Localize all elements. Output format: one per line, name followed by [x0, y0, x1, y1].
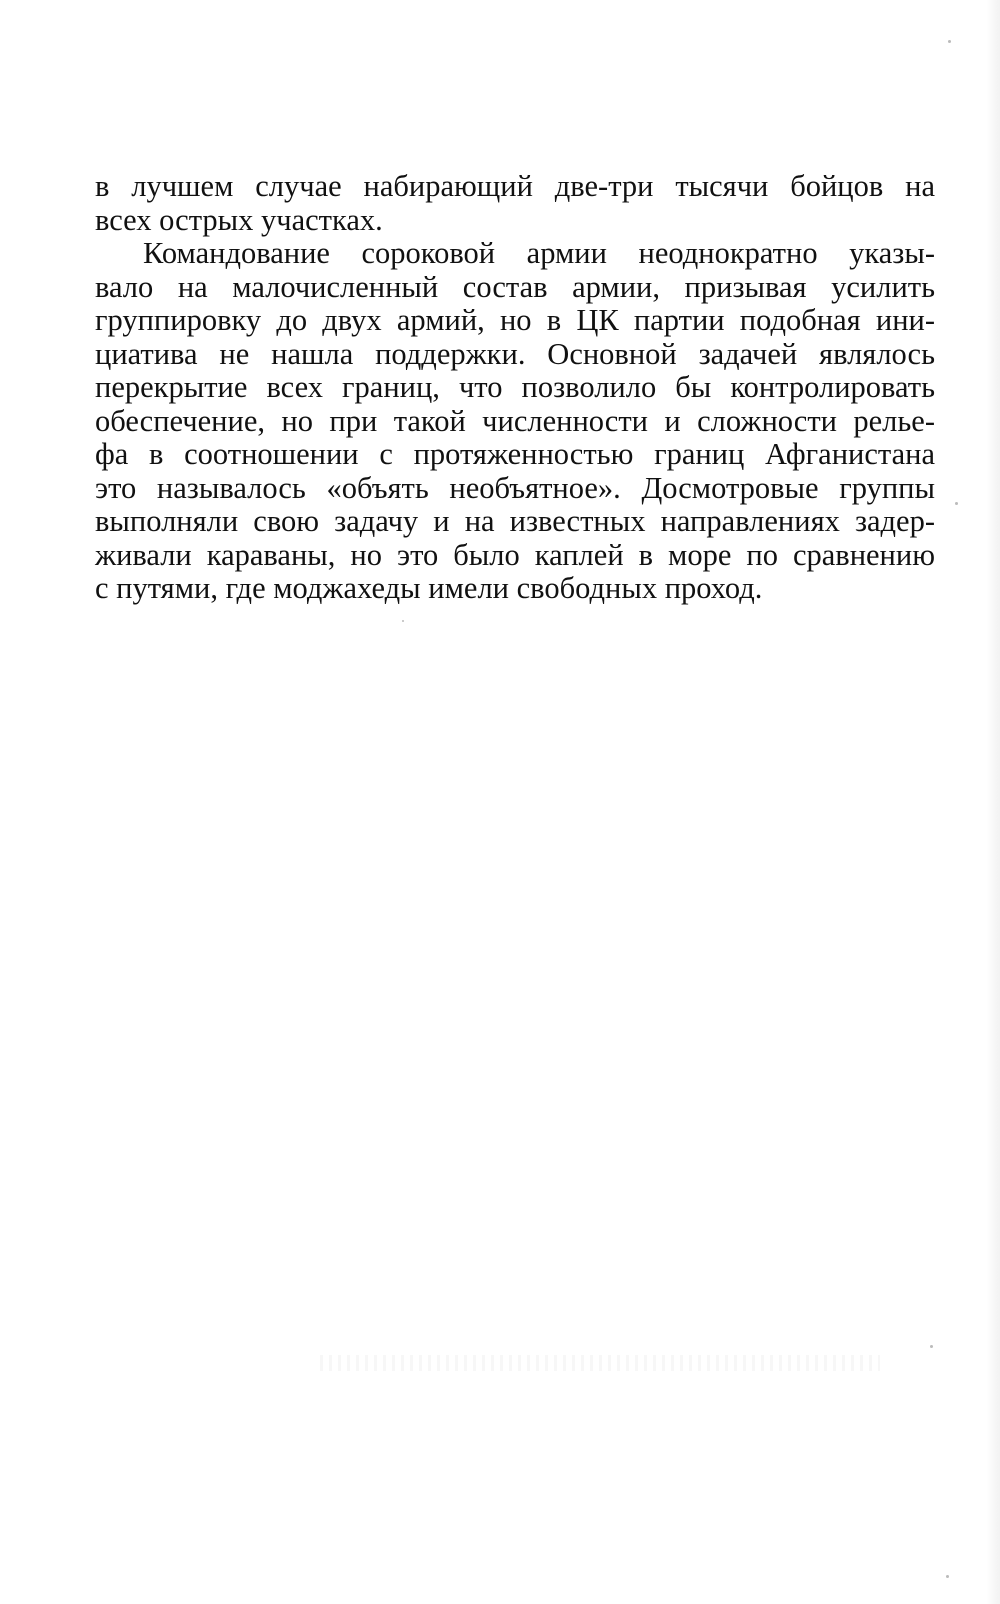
- text-line: с путями, где моджахеды имели свободных проход.: [95, 571, 763, 605]
- page-edge-shadow: [986, 0, 1000, 1604]
- scan-speck: [948, 40, 951, 43]
- paragraph: [95, 237, 935, 606]
- text-line: фа в соотношении с протяженностью границ Афганистана: [95, 437, 935, 471]
- text-line: живали караваны, но это было каплей в море по сравнению: [95, 537, 935, 572]
- paragraph-continuation: [95, 170, 935, 237]
- text-line: Командование сороковой армии неоднократно указы-: [143, 236, 935, 270]
- scan-speck: [946, 1575, 949, 1578]
- scan-speck: [955, 502, 958, 505]
- scan-speck: [930, 1345, 933, 1348]
- text-line: выполняли свою задачу и на известных направлениях задер-: [95, 504, 935, 538]
- text-line: группировку до двух армий, но в ЦК партии подобная ини-: [95, 303, 935, 337]
- text-line: это называлось «объять необъятное». Досмотровые группы: [95, 470, 935, 505]
- scan-speck: [402, 620, 404, 622]
- scan-noise-band: [320, 1355, 880, 1371]
- text-line: всех острых участках.: [95, 202, 383, 237]
- text-line: циатива не нашла поддержки. Основной задачей являлось: [95, 336, 935, 371]
- text-line: обеспечение, но при такой численности и сложности релье-: [95, 403, 935, 438]
- text-line: вало на малочисленный состав армии, призывая усилить: [95, 269, 935, 304]
- text-line: перекрытие всех границ, что позволило бы контролировать: [95, 370, 935, 404]
- body-text: [95, 170, 935, 606]
- text-line: в лучшем случае набирающий две-три тысячи бойцов на: [95, 169, 935, 203]
